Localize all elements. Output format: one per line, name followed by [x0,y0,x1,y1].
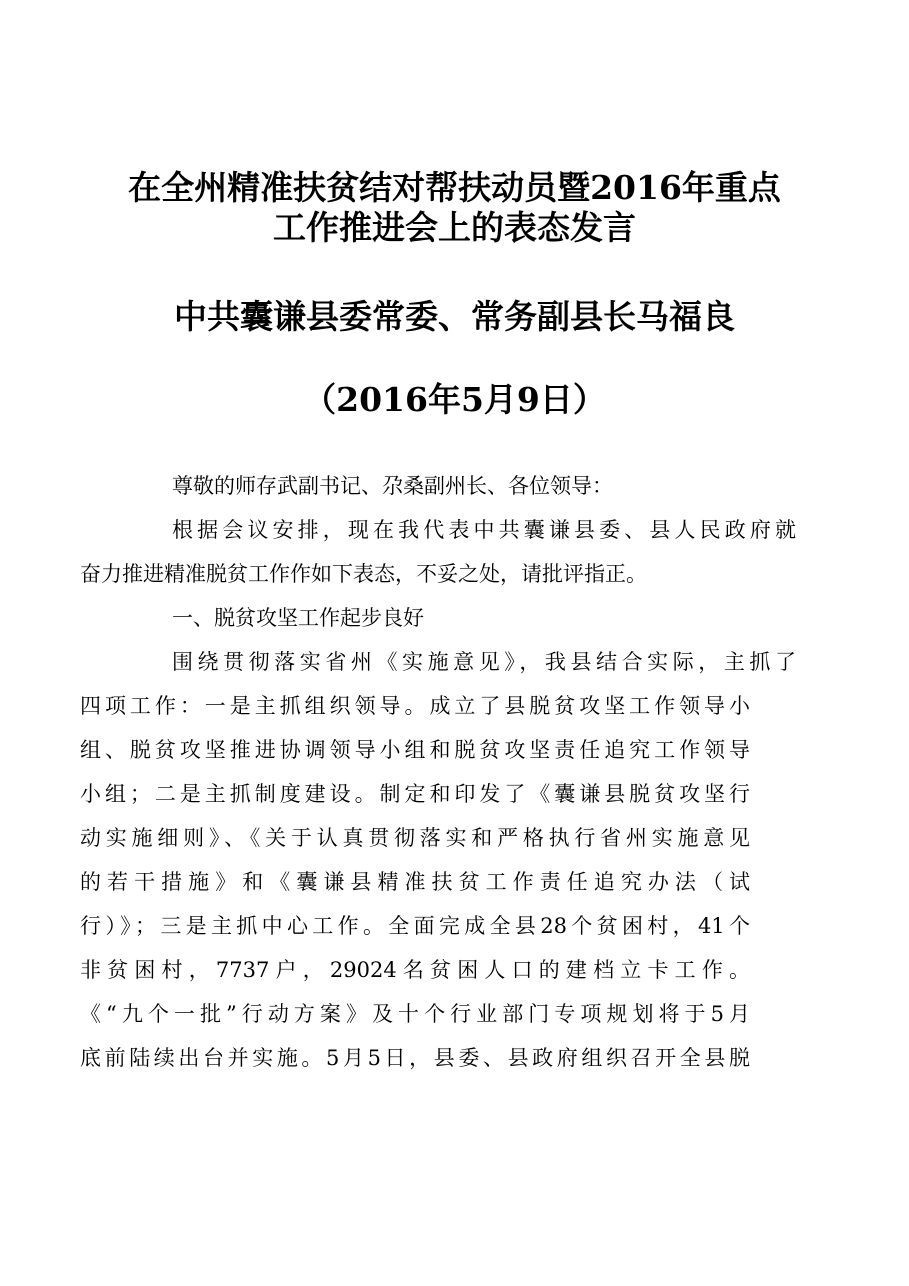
section-heading: 一、脱贫攻坚工作起步良好 [172,606,424,630]
title-line-2: 工作推进会上的表态发言 [273,208,636,247]
paragraph-line: 底前陆续出台并实施。5月5日，县委、县政府组织召开全县脱 [80,1046,750,1070]
paragraph-line: 非贫困村，7737户，29024名贫困人口的建档立卡工作。 [80,958,750,982]
speaker-line [100,297,809,337]
paragraph-line: 小组；二是主抓制度建设。制定和印发了《囊谦县脱贫攻坚行 [80,782,750,806]
paragraph-line: 行）》；三是主抓中心工作。全面完成全县28个贫困村，41个 [80,914,750,938]
speaker-text: 中共囊谦县委常委、常务副县长马福良 [174,297,735,336]
paragraph-line: 组、脱贫攻坚推进协调领导小组和脱贫攻坚责任追究工作领导 [80,738,750,762]
salutation: 尊敬的师存武副书记、尕桑副州长、各位领导： [172,474,613,498]
paragraph-line: 四项工作：一是主抓组织领导。成立了县脱贫攻坚工作领导小 [80,694,750,718]
paragraph-line: 根据会议安排，现在我代表中共囊谦县委、县人民政府就 [172,518,796,542]
paragraph-line: 的若干措施》和《囊谦县精准扶贫工作责任追究办法（试 [80,870,750,894]
paragraph-line: 动实施细则》、《关于认真贯彻落实和严格执行省州实施意见 [80,826,750,850]
date-text: （2016年5月9日） [303,380,606,419]
paragraph-line: 奋力推进精准脱贫工作作如下表态，不妥之处，请批评指正。 [80,562,647,586]
document-title [100,168,809,248]
title-line-1: 在全州精准扶贫结对帮扶动员暨2016年重点 [128,168,781,207]
paragraph-line: 《“九个一批”行动方案》及十个行业部门专项规划将于5月 [80,1002,750,1026]
paragraph-line: 围绕贯彻落实省州《实施意见》，我县结合实际，主抓了 [172,650,796,674]
date-line [100,380,809,420]
speech-body [80,464,796,1080]
